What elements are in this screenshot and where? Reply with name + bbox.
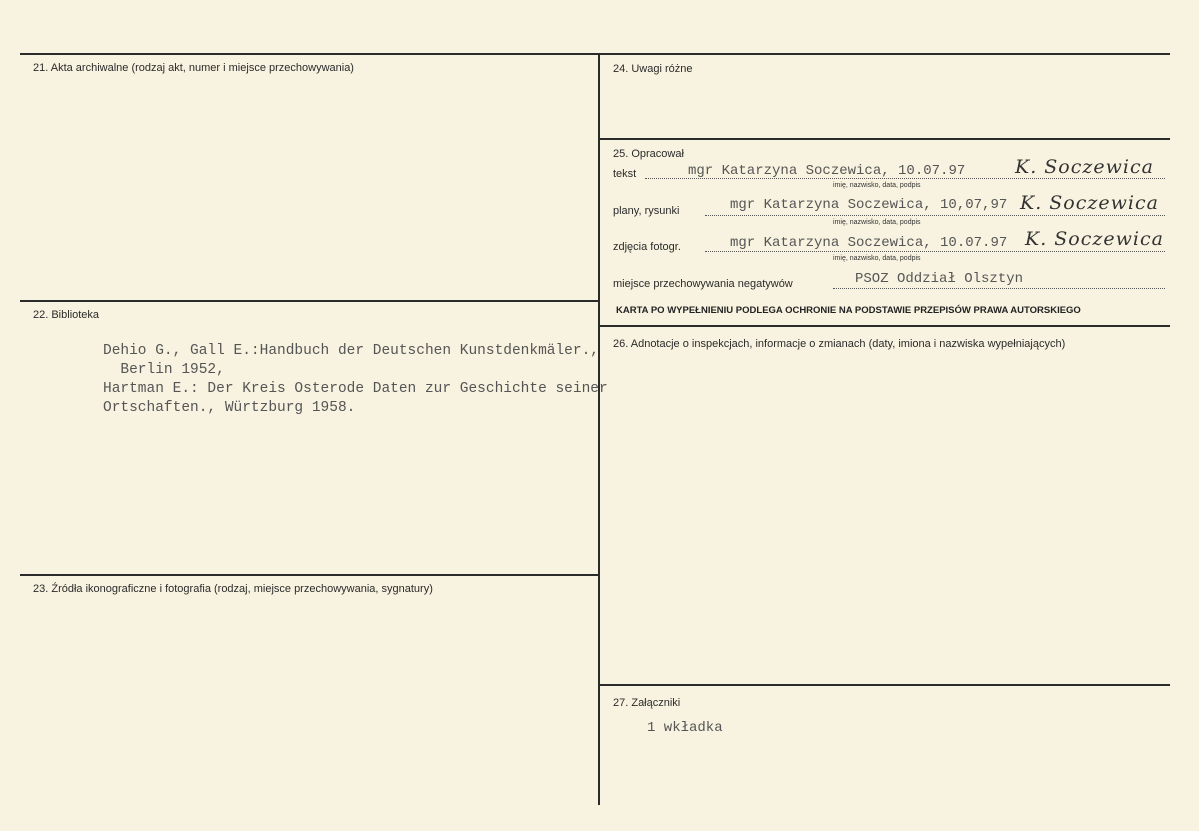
section-23-label: 23. Źródła ikonograficzne i fotografia (rodzaj, miejsce przechowywania, sygnatury) — [33, 583, 433, 595]
row-plany-dotline — [705, 215, 1165, 216]
rule-24-25 — [600, 138, 1170, 140]
row-tekst-caption: imię, nazwisko, data, podpis — [833, 182, 921, 189]
bibliography-entry: Ortschaften., Würtzburg 1958. — [103, 400, 356, 416]
row-plany-caption: imię, nazwisko, data, podpis — [833, 219, 921, 226]
row-zdjecia-caption: imię, nazwisko, data, podpis — [833, 255, 921, 262]
row-plany-signature: K. Soczewica — [1020, 192, 1159, 214]
bibliography-entry: Dehio G., Gall E.:Handbuch der Deutschen Kunstdenkmäler., — [103, 343, 599, 359]
row-plany-label: plany, rysunki — [613, 205, 680, 217]
copyright-notice: KARTA PO WYPEŁNIENIU PODLEGA OCHRONIE NA PODSTAWIE PRZEPISÓW PRAWA AUTORSKIEGO — [616, 305, 1081, 316]
negatives-dotline — [833, 288, 1165, 289]
section-22-label: 22. Biblioteka — [33, 309, 100, 321]
rule-26-27 — [600, 684, 1170, 686]
attachments-value: 1 wkładka — [647, 720, 723, 736]
section-25-label: 25. Opracował — [613, 148, 684, 160]
bibliography-entry: Berlin 1952, — [103, 362, 225, 378]
rule-21-22 — [20, 300, 600, 302]
section-21-label: 21. Akta archiwalne (rodzaj akt, numer i miejsce przechowywania) — [33, 62, 354, 74]
bibliography-list — [103, 342, 608, 418]
row-tekst-signature: K. Soczewica — [1015, 156, 1154, 178]
section-27-label: 27. Załączniki — [613, 697, 681, 709]
row-zdjecia-label: zdjęcia fotogr. — [613, 241, 681, 253]
section-26-label: 26. Adnotacje o inspekcjach, informacje o zmianach (daty, imiona i nazwiska wypełniających) — [613, 338, 1066, 350]
center-divider — [598, 53, 600, 805]
row-tekst-value: mgr Katarzyna Soczewica, 10.07.97 — [688, 163, 966, 179]
row-zdjecia-dotline — [705, 251, 1165, 252]
rule-22-23 — [20, 574, 600, 576]
top-rule — [20, 53, 1170, 55]
section-24-label: 24. Uwagi różne — [613, 63, 693, 75]
negatives-value: PSOZ Oddział Olsztyn — [855, 271, 1024, 287]
row-zdjecia-value: mgr Katarzyna Soczewica, 10.07.97 — [730, 235, 1008, 251]
row-tekst-label: tekst — [613, 168, 637, 180]
row-zdjecia-signature: K. Soczewica — [1025, 228, 1164, 250]
rule-25-26 — [600, 325, 1170, 327]
bibliography-entry: Hartman E.: Der Kreis Osterode Daten zur Geschichte seiner — [103, 381, 608, 397]
row-plany-value: mgr Katarzyna Soczewica, 10,07,97 — [730, 197, 1008, 213]
negatives-label: miejsce przechowywania negatywów — [613, 278, 793, 290]
